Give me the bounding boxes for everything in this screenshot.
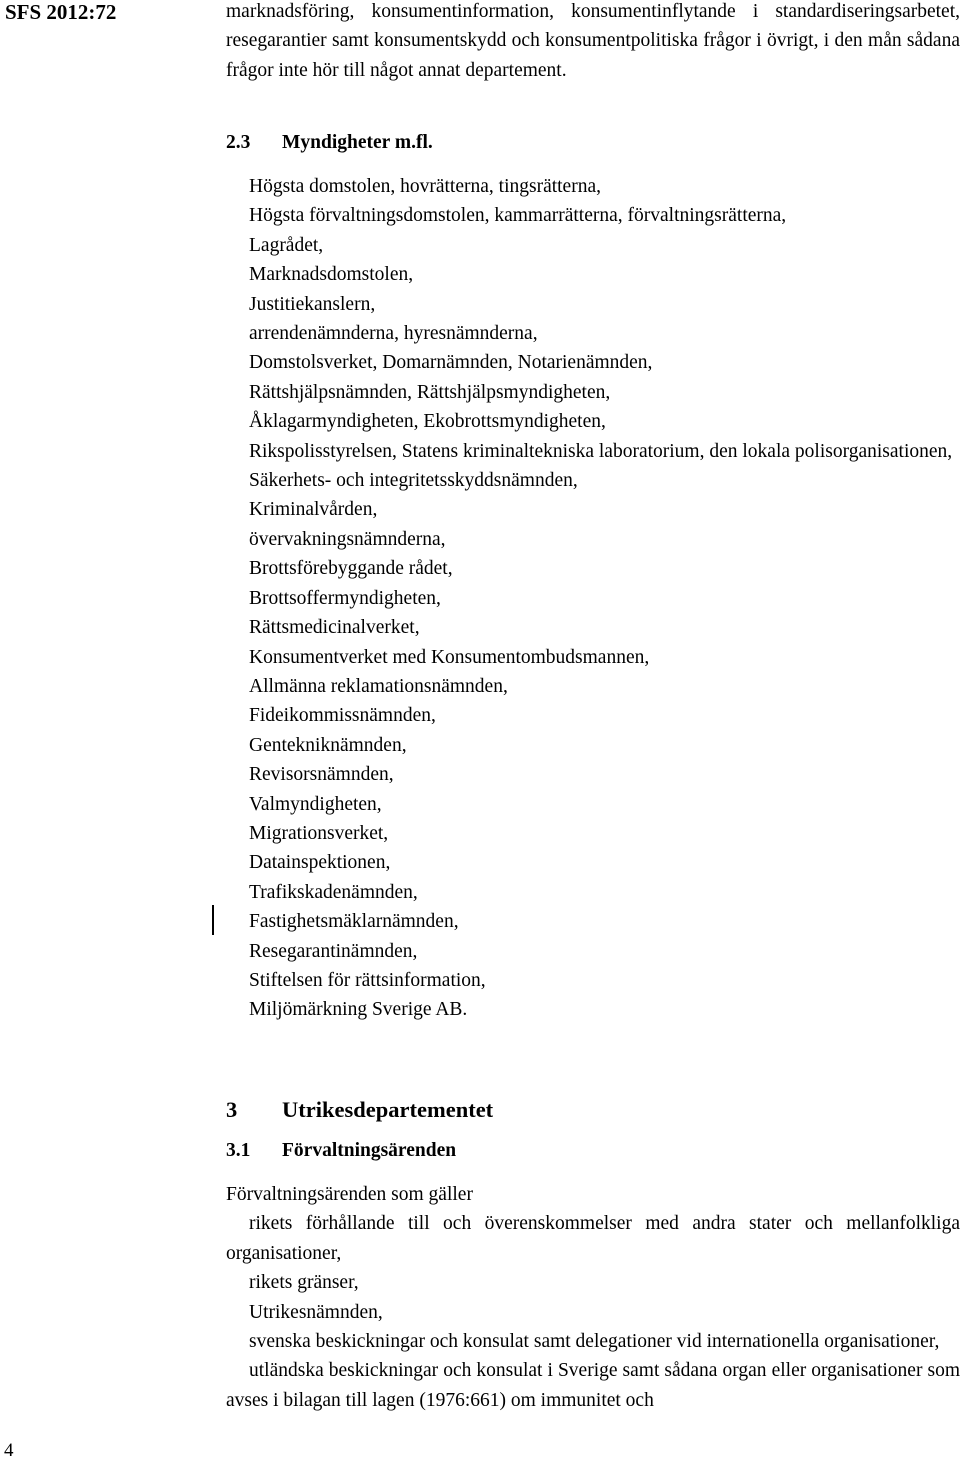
intro-paragraph: marknadsföring, konsumentinformation, konsumentinflytande i standardiseringsarbetet, resegarantier samt konsumentskydd och konsumentpolitiska frågor i övrigt, i den mån sådana frågor inte hör till något annat departement. [226,1,960,81]
section-2-3-number: 2.3 [226,132,251,153]
section-3-title: Utrikesdepartementet [282,1097,494,1122]
section-2-3-heading [226,131,433,155]
list-item: Brottsförebyggande rådet, [249,558,453,580]
list-item: Utrikesnämnden, [249,1301,383,1323]
list-item: Domstolsverket, Domarnämnden, Notarienämnden, [249,352,653,374]
list-item: Justitiekanslern, [249,293,376,315]
list-item: utländska beskickningar och konsulat i Sverige samt sådana organ eller organisationer som avses i bilagan till lagen (1976:661) om immunitet och [226,1360,960,1411]
section-3-1-number: 3.1 [226,1140,251,1161]
list-item: Valmyndigheten, [249,793,382,815]
list-item: Säkerhets- och integritetsskyddsnämnden, [249,470,578,492]
list-item: Allmänna reklamationsnämnden, [249,675,508,697]
list-item: Rättshjälpsnämnden, Rättshjälpsmyndigheten, [249,381,611,403]
list-item: Gentekniknämnden, [249,734,407,756]
change-bar [212,905,214,935]
authority-list [226,172,960,1025]
section-3-1-lead: Förvaltningsärenden som gäller [226,1184,473,1205]
list-item: Brottsoffermyndigheten, [249,587,441,609]
section-3-heading [226,1097,493,1123]
list-item: Resegarantinämnden, [249,940,418,962]
list-item: Konsumentverket med Konsumentombudsmannen, [249,646,650,668]
list-item: svenska beskickningar och konsulat samt delegationer vid internationella organisationer, [249,1331,940,1353]
list-item: Trafikskadenämnden, [249,881,418,903]
list-item: Rikspolisstyrelsen, Statens kriminaltekniska laboratorium, den lokala polisorganisationen, [249,440,953,462]
list-item: Högsta domstolen, hovrätterna, tingsrätterna, [249,176,601,197]
list-item: Fastighetsmäklarnämnden, [249,911,459,933]
list-item: Åklagarmyndigheten, Ekobrottsmyndigheten, [249,411,606,433]
list-item: rikets gränser, [249,1272,359,1294]
section-3-1-body [226,1180,960,1415]
list-item: Miljömärkning Sverige AB. [249,999,468,1021]
list-item: Rättsmedicinalverket, [249,617,420,639]
page-number: 4 [4,1440,14,1461]
list-item: Fideikommissnämnden, [249,705,436,727]
list-item: Revisorsnämnden, [249,764,394,786]
sfs-number: SFS 2012:72 [5,0,117,24]
section-2-3-title: Myndigheter m.fl. [282,132,433,153]
section-3-number: 3 [226,1097,238,1122]
list-item: Kriminalvården, [249,499,378,521]
list-item: rikets förhållande till och överenskommelser med andra stater och mellanfolkliga organisationer, [226,1213,960,1264]
list-item: Marknadsdomstolen, [249,264,414,286]
list-item: Högsta förvaltningsdomstolen, kammarrätterna, förvaltningsrätterna, [249,205,787,227]
list-item: Migrationsverket, [249,822,389,844]
list-item: övervakningsnämnderna, [249,528,446,550]
list-item: arrendenämnderna, hyresnämnderna, [249,323,538,345]
list-item: Stiftelsen för rättsinformation, [249,969,486,991]
list-item: Datainspektionen, [249,852,391,874]
section-3-1-heading [226,1139,456,1163]
list-item: Lagrådet, [249,234,324,256]
section-3-1-title: Förvaltningsärenden [282,1140,457,1161]
